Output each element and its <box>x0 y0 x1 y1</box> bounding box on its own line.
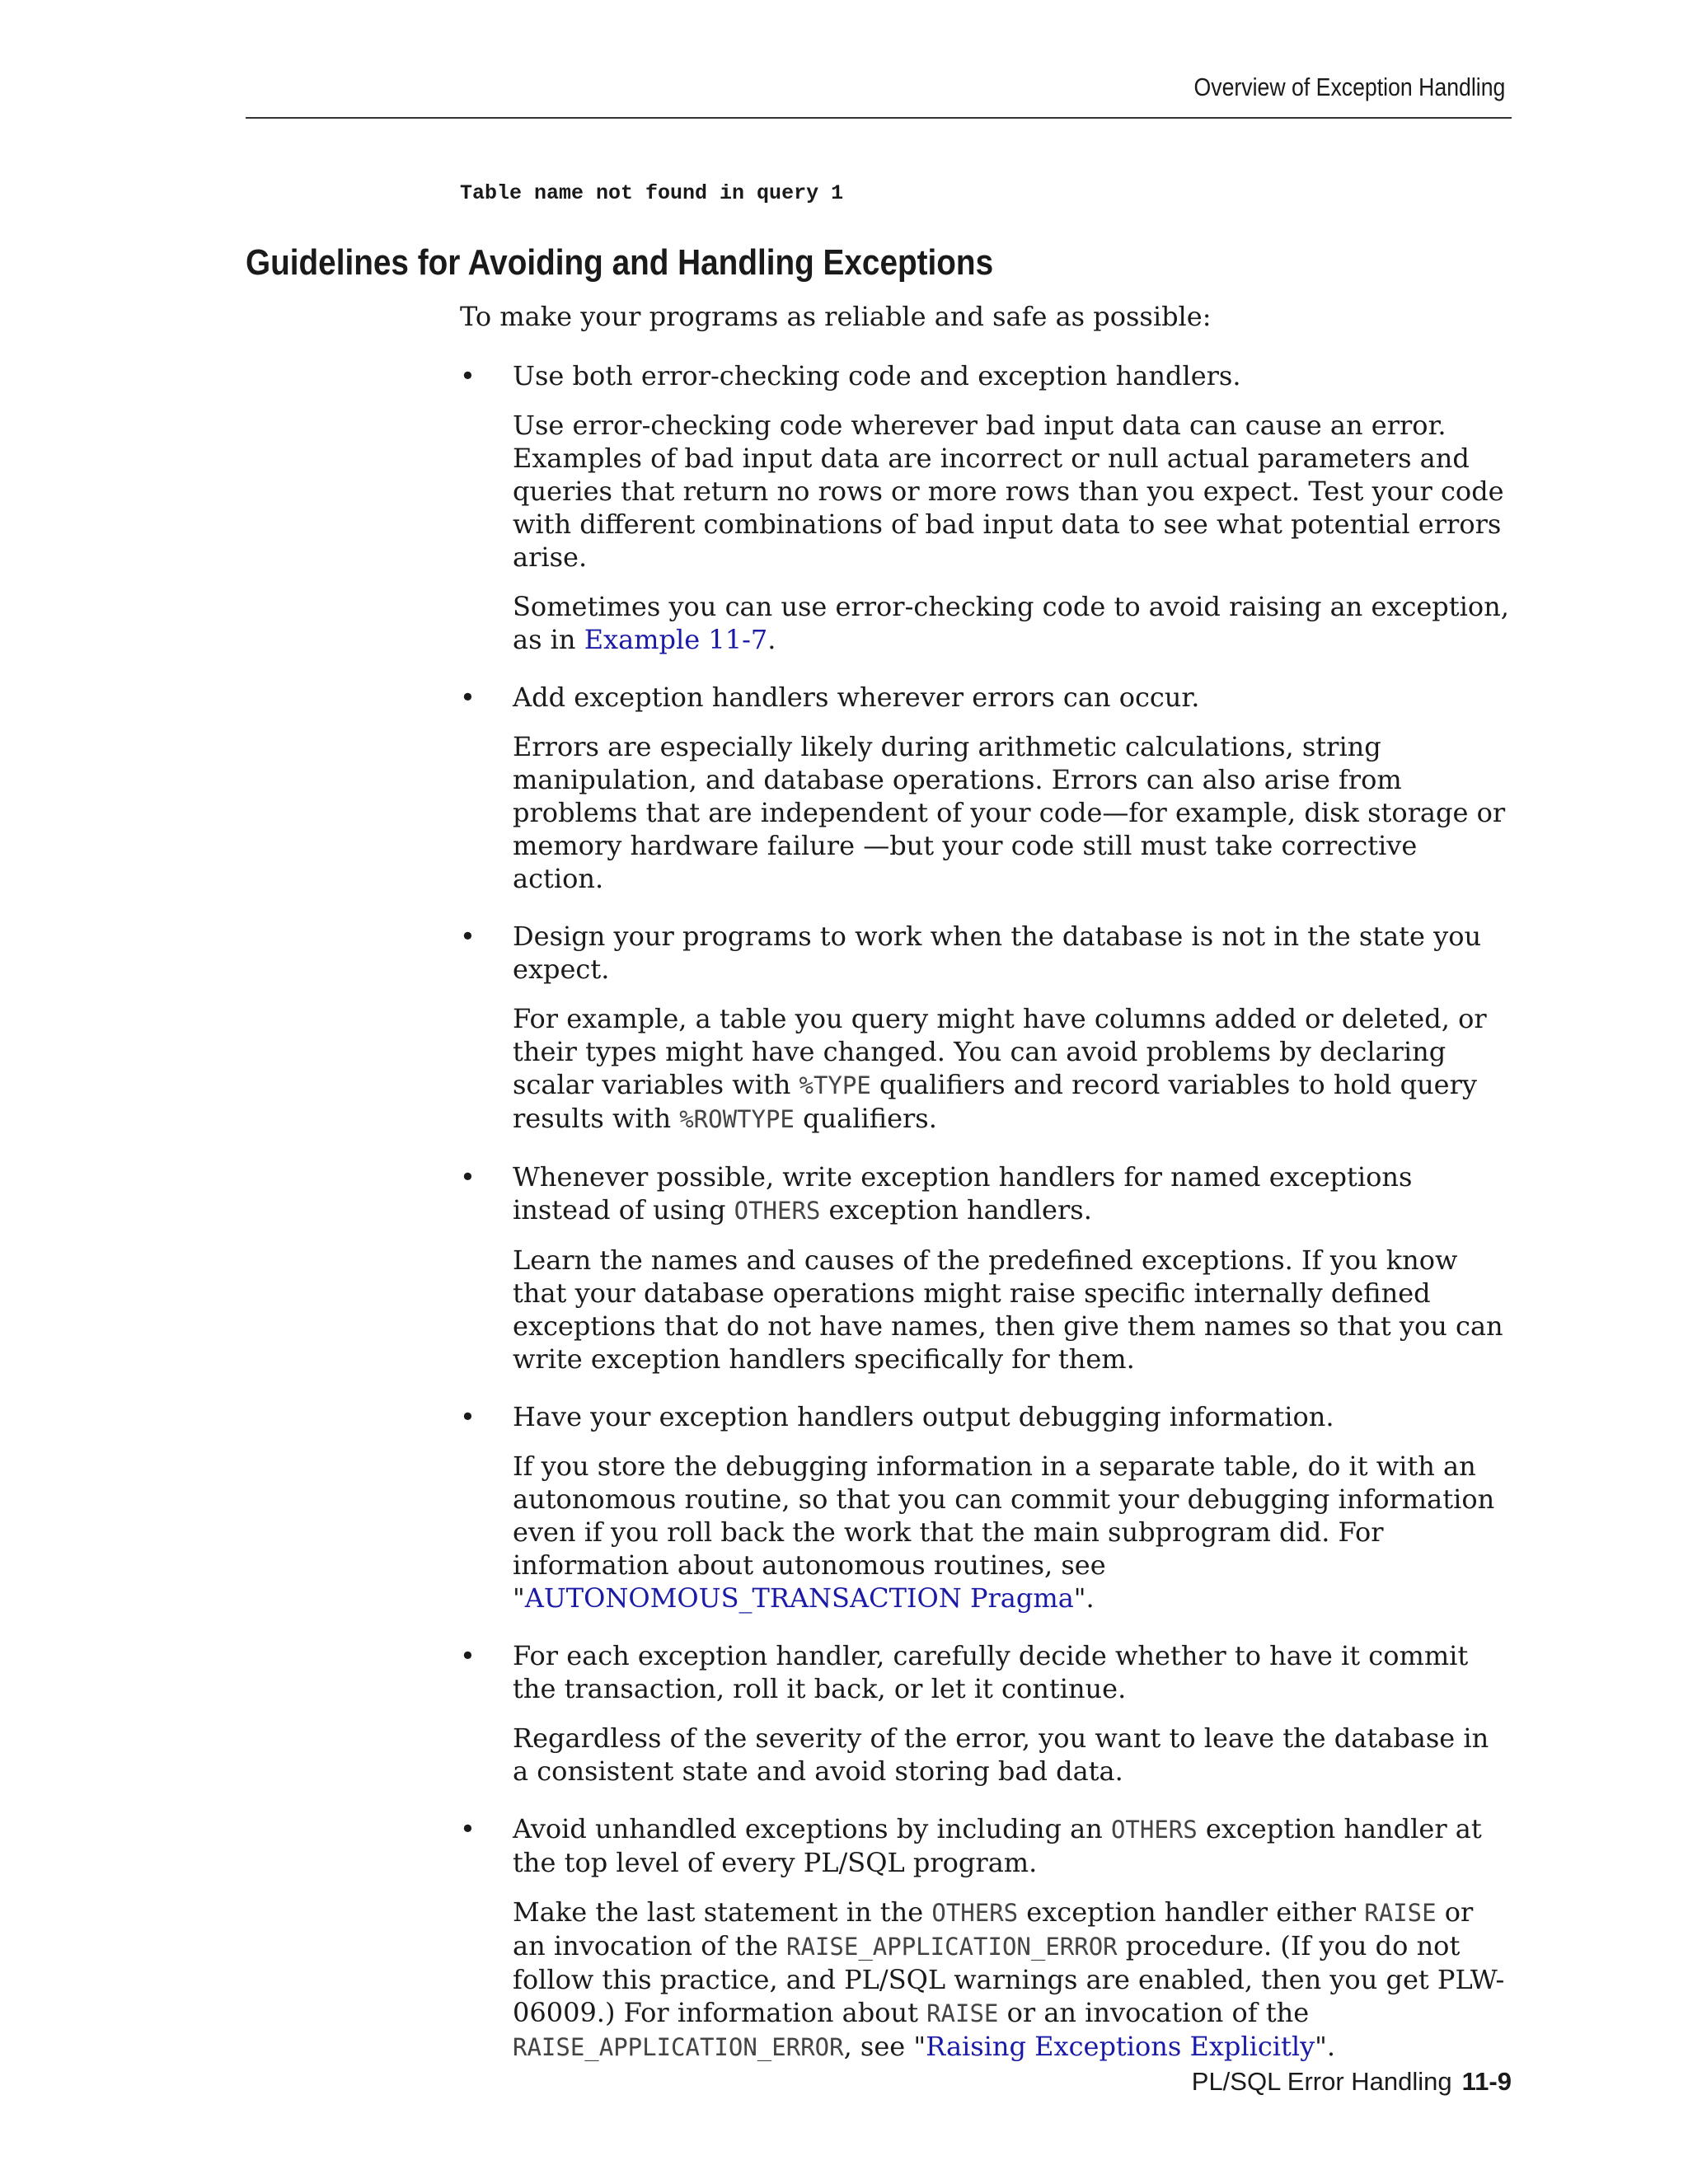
code-keyword: RAISE <box>926 1999 999 2027</box>
list-item <box>460 359 1512 656</box>
code-keyword: RAISE_APPLICATION_ERROR <box>513 2033 844 2061</box>
code-output: Table name not found in query 1 <box>460 181 844 205</box>
item-paragraph: Use error-checking code wherever bad input data can cause an error. Examples of bad input data are incorrect or null actual parameters and queries that return no rows or more rows than you expect. Test your code with different combinations of bad input data to see what potential errors arise. <box>513 410 1504 573</box>
code-keyword: %TYPE <box>799 1071 871 1099</box>
item-paragraph: If you store the debugging information in a separate table, do it with an autonomous routine, so that you can commit your debugging information even if you roll back the work that the main subprogram did. For information about autonomous routines, see "AUTONOMOUS_TRANSACTION Pragma". <box>513 1451 1495 1614</box>
list-item <box>460 1400 1512 1615</box>
bullet-icon: • <box>460 682 476 713</box>
bullet-icon: • <box>460 921 476 952</box>
running-header: Overview of Exception Handling <box>1193 73 1505 101</box>
bullet-icon: • <box>460 1401 476 1432</box>
bullet-icon: • <box>460 1161 476 1193</box>
code-keyword: OTHERS <box>1110 1816 1198 1844</box>
code-keyword: OTHERS <box>931 1899 1019 1927</box>
item-lead: Design your programs to work when the database is not in the state you expect. <box>513 921 1482 985</box>
item-paragraph: Sometimes you can use error-checking code to avoid raising an exception, as in Example 11-7. <box>513 591 1509 655</box>
header-divider <box>246 117 1512 119</box>
bullet-icon: • <box>460 360 476 391</box>
item-lead: For each exception handler, carefully decide whether to have it commit the transaction, roll it back, or let it continue. <box>513 1640 1469 1704</box>
item-lead: Have your exception handlers output debugging information. <box>513 1401 1334 1432</box>
code-keyword: %ROWTYPE <box>679 1105 795 1133</box>
section-title: Guidelines for Avoiding and Handling Exceptions <box>246 242 994 283</box>
list-item <box>460 1160 1512 1376</box>
code-keyword: RAISE_APPLICATION_ERROR <box>786 1933 1118 1961</box>
item-lead: Add exception handlers wherever errors can occur. <box>513 682 1200 713</box>
bullet-icon: • <box>460 1813 476 1844</box>
guideline-list <box>460 359 1512 2064</box>
list-item <box>460 1639 1512 1788</box>
footer-chapter: PL/SQL Error Handling <box>1191 2067 1452 2096</box>
item-lead: Whenever possible, write exception handlers for named exceptions instead of using OTHERS exception handlers. <box>513 1161 1413 1226</box>
item-paragraph: Make the last statement in the OTHERS exception handler either RAISE or an invocation of the RAISE_APPLICATION_ERROR procedure. (If you do not follow this practice, and PL/SQL warnings are enabled, then you get PLW-06009.) For information about RAISE or an invocation of the RAISE_APPLICATION_ERROR, see "Raising Exceptions Explicitly". <box>513 1896 1505 2062</box>
body-text <box>460 300 1512 2088</box>
item-paragraph: Regardless of the severity of the error, you want to leave the database in a consistent state and avoid storing bad data. <box>513 1722 1489 1787</box>
item-paragraph: Errors are especially likely during arithmetic calculations, string manipulation, and database operations. Errors can also arise from problems that are independent of your code—for example, disk storage or memory hardware failure —but your code still must take corrective action. <box>513 731 1506 894</box>
code-keyword: OTHERS <box>734 1197 821 1225</box>
example-link[interactable]: Example 11-7 <box>584 624 768 655</box>
page-number: 11-9 <box>1461 2067 1512 2096</box>
item-lead: Avoid unhandled exceptions by including an OTHERS exception handler at the top level of every PL/SQL program. <box>513 1813 1482 1878</box>
code-keyword: RAISE <box>1364 1899 1437 1927</box>
list-item <box>460 681 1512 895</box>
list-item <box>460 1812 1512 2064</box>
raising-exceptions-link[interactable]: Raising Exceptions Explicitly <box>926 2031 1315 2062</box>
bullet-icon: • <box>460 1640 476 1671</box>
running-footer <box>1192 2067 1512 2097</box>
intro-paragraph: To make your programs as reliable and safe as possible: <box>460 301 1212 332</box>
item-paragraph: Learn the names and causes of the predefined exceptions. If you know that your database operations might raise specific internally defined exceptions that do not have names, then give them names so that you can write exception handlers specifically for them. <box>513 1244 1503 1375</box>
autonomous-transaction-link[interactable]: AUTONOMOUS_TRANSACTION Pragma <box>524 1582 1074 1614</box>
list-item <box>460 920 1512 1136</box>
item-paragraph: For example, a table you query might have columns added or deleted, or their types might have changed. You can avoid problems by declaring scalar variables with %TYPE qualifiers and record variables to hold query results with %ROWTYPE qualifiers. <box>513 1003 1487 1134</box>
item-lead: Use both error-checking code and exception handlers. <box>513 360 1241 391</box>
